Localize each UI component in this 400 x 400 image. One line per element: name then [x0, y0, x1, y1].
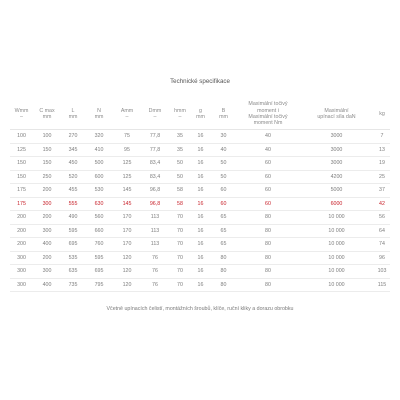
- column-header-line: –: [20, 114, 23, 120]
- table-cell: 60: [210, 184, 237, 198]
- table-cell: 300: [33, 265, 61, 279]
- table-cell: 300: [10, 278, 33, 292]
- table-row: [10, 224, 390, 238]
- table-cell: 455: [61, 184, 85, 198]
- table-cell: 50: [169, 157, 191, 171]
- table-cell: 77,8: [141, 143, 169, 157]
- table-cell: 95: [113, 143, 141, 157]
- column-header-line: mm: [94, 114, 104, 120]
- table-cell: 76: [141, 265, 169, 279]
- column-header-line: –: [125, 114, 129, 120]
- column-header-line: Maximální: [324, 107, 349, 114]
- table-cell: 600: [85, 170, 113, 184]
- column-header-line: C max: [39, 107, 55, 114]
- table-cell: 96,8: [141, 197, 169, 211]
- table-cell: 58: [169, 184, 191, 198]
- column-header-line: mm: [219, 114, 228, 120]
- column-header-line: mm: [196, 114, 205, 120]
- table-cell: 83,4: [141, 170, 169, 184]
- table-row: [10, 265, 390, 279]
- table-row: [10, 143, 390, 157]
- table-cell: 200: [10, 224, 33, 238]
- table-cell: 145: [113, 197, 141, 211]
- table-cell: 60: [237, 157, 299, 171]
- table-cell: 320: [85, 130, 113, 144]
- column-header-line: –: [153, 114, 157, 120]
- table-cell: 19: [374, 157, 390, 171]
- table-cell: 13: [374, 143, 390, 157]
- column-header-line: upínací síla daN: [317, 114, 356, 120]
- table-row: [10, 238, 390, 252]
- column-header: [299, 99, 374, 130]
- table-cell: 10 000: [299, 278, 374, 292]
- table-cell: 520: [61, 170, 85, 184]
- table-cell: 75: [113, 130, 141, 144]
- table-cell: 60: [210, 197, 237, 211]
- table-cell: 35: [169, 130, 191, 144]
- table-cell: 65: [210, 224, 237, 238]
- table-cell: 400: [33, 238, 61, 252]
- column-header-line: –: [178, 114, 182, 120]
- table-cell: 170: [113, 211, 141, 225]
- table-cell: 60: [237, 170, 299, 184]
- column-header-line: B: [221, 107, 226, 114]
- table-cell: 630: [85, 197, 113, 211]
- table-cell: 5000: [299, 184, 374, 198]
- table-cell: 77,8: [141, 130, 169, 144]
- table-cell: 16: [191, 224, 210, 238]
- table-cell: 70: [169, 278, 191, 292]
- table-cell: 16: [191, 211, 210, 225]
- table-cell: 150: [33, 143, 61, 157]
- table-cell: 10 000: [299, 211, 374, 225]
- table-cell: 150: [33, 157, 61, 171]
- table-cell: 64: [374, 224, 390, 238]
- table-cell: 695: [61, 238, 85, 252]
- column-header-line: N: [97, 107, 101, 114]
- table-cell: 70: [169, 211, 191, 225]
- table-cell: 83,4: [141, 157, 169, 171]
- table-cell: 50: [169, 170, 191, 184]
- table-cell: 200: [33, 184, 61, 198]
- table-cell: 40: [237, 143, 299, 157]
- table-cell: 76: [141, 278, 169, 292]
- table-cell: 175: [10, 184, 33, 198]
- table-cell: 42: [374, 197, 390, 211]
- table-cell: 80: [210, 265, 237, 279]
- table-cell: 74: [374, 238, 390, 252]
- table-cell: 16: [191, 143, 210, 157]
- column-header-line: moment i: [257, 107, 279, 114]
- table-row: [10, 211, 390, 225]
- table-cell: 10 000: [299, 251, 374, 265]
- table-cell: 80: [237, 265, 299, 279]
- table-row: [10, 157, 390, 171]
- column-header-line: mm: [68, 114, 78, 120]
- table-row: [10, 251, 390, 265]
- table-cell: 113: [141, 224, 169, 238]
- column-header-line: moment Nm: [253, 120, 283, 127]
- column-header: [33, 99, 61, 130]
- column-header: [191, 99, 210, 130]
- table-cell: 40: [210, 143, 237, 157]
- table-cell: 80: [237, 238, 299, 252]
- table-cell: 60: [237, 184, 299, 198]
- table-cell: 16: [191, 130, 210, 144]
- table-cell: 70: [169, 238, 191, 252]
- table-cell: 125: [113, 170, 141, 184]
- table-row: [10, 278, 390, 292]
- column-header: [141, 99, 169, 130]
- table-cell: 300: [10, 251, 33, 265]
- table-cell: 16: [191, 265, 210, 279]
- table-cell: 795: [85, 278, 113, 292]
- column-header: [169, 99, 191, 130]
- table-row: [10, 130, 390, 144]
- table-cell: 100: [10, 130, 33, 144]
- table-cell: 170: [113, 224, 141, 238]
- table-cell: 410: [85, 143, 113, 157]
- table-cell: 80: [237, 251, 299, 265]
- table-cell: 96: [374, 251, 390, 265]
- table-cell: 300: [10, 265, 33, 279]
- table-cell: 80: [237, 211, 299, 225]
- table-cell: 3000: [299, 130, 374, 144]
- table-cell: 10 000: [299, 238, 374, 252]
- table-cell: 70: [169, 265, 191, 279]
- table-cell: 40: [237, 130, 299, 144]
- table-cell: 7: [374, 130, 390, 144]
- table-cell: 175: [10, 197, 33, 211]
- table-cell: 37: [374, 184, 390, 198]
- table-cell: 65: [210, 238, 237, 252]
- column-header-line: Amm: [120, 107, 134, 114]
- table-cell: 16: [191, 251, 210, 265]
- table-cell: 660: [85, 224, 113, 238]
- column-header: [85, 99, 113, 130]
- table-cell: 120: [113, 251, 141, 265]
- table-cell: 595: [61, 224, 85, 238]
- column-header-line: Wmm: [14, 107, 29, 114]
- table-cell: 490: [61, 211, 85, 225]
- column-header-line: g: [199, 107, 202, 114]
- column-header: [113, 99, 141, 130]
- page-title: Technické specifikace: [170, 78, 230, 85]
- table-row: [10, 170, 390, 184]
- table-cell: 56: [374, 211, 390, 225]
- column-header: [61, 99, 85, 130]
- table-cell: 125: [113, 157, 141, 171]
- column-header: [210, 99, 237, 130]
- column-header-line: Maximální točivý: [248, 101, 288, 108]
- table-cell: 695: [85, 265, 113, 279]
- column-header: [237, 99, 299, 130]
- table-cell: 113: [141, 211, 169, 225]
- table-cell: 35: [169, 143, 191, 157]
- table-cell: 80: [210, 251, 237, 265]
- table-cell: 4200: [299, 170, 374, 184]
- table-cell: 300: [33, 224, 61, 238]
- table-header-row: [10, 99, 390, 130]
- table-cell: 16: [191, 197, 210, 211]
- table-cell: 400: [33, 278, 61, 292]
- table-cell: 125: [10, 143, 33, 157]
- table-cell: 115: [374, 278, 390, 292]
- column-header-line: mm: [42, 114, 52, 120]
- table-cell: 145: [113, 184, 141, 198]
- table-cell: 345: [61, 143, 85, 157]
- column-header: [10, 99, 33, 130]
- table-cell: 58: [169, 197, 191, 211]
- table-cell: 65: [210, 211, 237, 225]
- table-cell: 80: [210, 278, 237, 292]
- column-header-line: hmm: [174, 107, 186, 114]
- table-cell: 80: [237, 278, 299, 292]
- table-cell: 30: [210, 130, 237, 144]
- table-cell: 50: [210, 157, 237, 171]
- column-header-line: Dmm: [148, 107, 162, 114]
- table-row: [10, 197, 390, 211]
- table-cell: 16: [191, 278, 210, 292]
- table-cell: 16: [191, 238, 210, 252]
- table-cell: 113: [141, 238, 169, 252]
- table-cell: 535: [61, 251, 85, 265]
- table-cell: 150: [10, 170, 33, 184]
- table-cell: 500: [85, 157, 113, 171]
- table-cell: 60: [237, 197, 299, 211]
- table-cell: 3000: [299, 157, 374, 171]
- table-cell: 595: [85, 251, 113, 265]
- table-cell: 450: [61, 157, 85, 171]
- table-cell: 16: [191, 170, 210, 184]
- table-cell: 760: [85, 238, 113, 252]
- table-cell: 103: [374, 265, 390, 279]
- table-cell: 50: [210, 170, 237, 184]
- table-cell: 300: [33, 197, 61, 211]
- table-cell: 96,8: [141, 184, 169, 198]
- table-cell: 200: [10, 238, 33, 252]
- table-cell: 270: [61, 130, 85, 144]
- table-cell: 100: [33, 130, 61, 144]
- table-cell: 635: [61, 265, 85, 279]
- table-cell: 120: [113, 265, 141, 279]
- table-cell: 560: [85, 211, 113, 225]
- table-cell: 530: [85, 184, 113, 198]
- table-cell: 70: [169, 251, 191, 265]
- column-header-line: L: [71, 107, 75, 114]
- table-cell: 200: [33, 211, 61, 225]
- table-cell: 6000: [299, 197, 374, 211]
- table-cell: 16: [191, 184, 210, 198]
- table-cell: 3000: [299, 143, 374, 157]
- table-cell: 10 000: [299, 224, 374, 238]
- table-cell: 16: [191, 157, 210, 171]
- table-body: [10, 130, 390, 292]
- table-cell: 735: [61, 278, 85, 292]
- table-cell: 25: [374, 170, 390, 184]
- table-cell: 80: [237, 224, 299, 238]
- table-cell: 170: [113, 238, 141, 252]
- table-cell: 200: [33, 251, 61, 265]
- column-header: [374, 99, 390, 130]
- table-cell: 76: [141, 251, 169, 265]
- table-row: [10, 184, 390, 198]
- table-cell: 120: [113, 278, 141, 292]
- table-cell: 10 000: [299, 265, 374, 279]
- table-cell: 200: [10, 211, 33, 225]
- footnote: Včetně upínacích čelistí, montážních šroubů, klíče, ruční kliky a dorazu obrobku: [106, 306, 294, 312]
- column-header-line: Maximální točivý: [248, 114, 288, 120]
- table-cell: 70: [169, 224, 191, 238]
- table-cell: 150: [10, 157, 33, 171]
- table-cell: 250: [33, 170, 61, 184]
- spec-table: [10, 99, 390, 292]
- table-cell: 555: [61, 197, 85, 211]
- column-header-line: kg: [379, 110, 385, 117]
